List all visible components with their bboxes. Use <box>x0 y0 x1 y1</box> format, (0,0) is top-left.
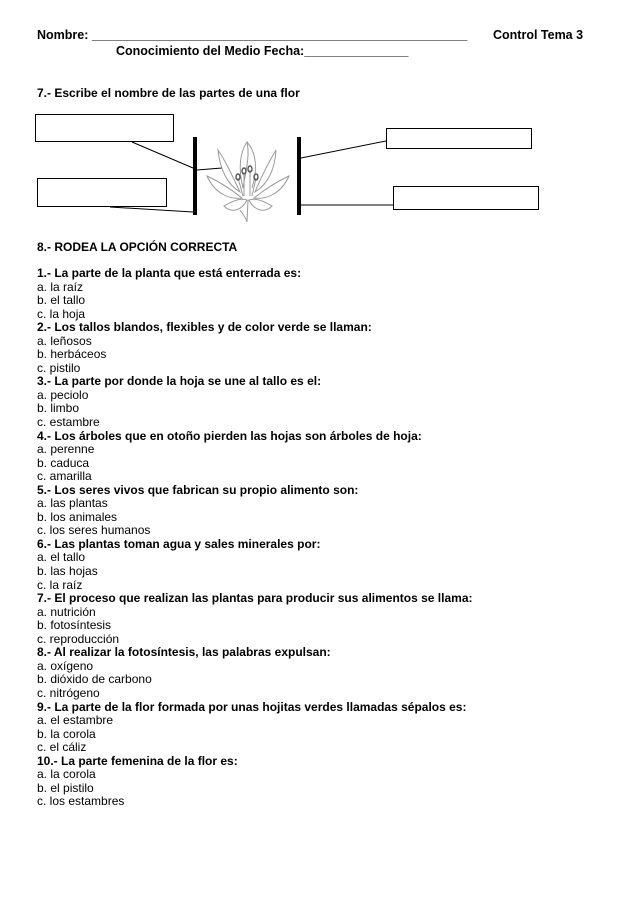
quiz-list <box>37 267 473 809</box>
option[interactable]: c. los seres humanos <box>37 523 151 538</box>
leader-lines <box>110 141 393 212</box>
question-text: 8.- Al realizar la fotosíntesis, las palabras expulsan: <box>37 645 331 660</box>
option[interactable]: c. la hoja <box>37 306 86 321</box>
option[interactable]: c. pistilo <box>37 360 81 375</box>
question-text: 1.- La parte de la planta que está enterrada es: <box>37 266 302 280</box>
leader-line-inner-left <box>197 168 222 170</box>
option[interactable]: c. la raíz <box>37 577 83 592</box>
question-block <box>37 755 473 809</box>
section7-title: 7.- Escribe el nombre de las partes de una flor <box>37 86 300 100</box>
option[interactable]: a. el tallo <box>37 550 86 565</box>
flower-icon <box>207 142 289 222</box>
option[interactable]: b. herbáceos <box>37 347 107 362</box>
option[interactable]: c. reproducción <box>37 631 120 646</box>
option[interactable]: c. los estambres <box>37 794 125 809</box>
option[interactable]: c. nitrógeno <box>37 685 100 700</box>
question-block <box>37 430 473 484</box>
option[interactable]: c. el cáliz <box>37 740 87 755</box>
question-text: 4.- Los árboles que en otoño pierden las hojas son árboles de hoja: <box>37 428 422 443</box>
question-text: 5.- Los seres vivos que fabrican su propio alimento son: <box>37 482 359 497</box>
subject-date-line[interactable]: Conocimiento del Medio Fecha:_______________ <box>116 44 409 58</box>
option[interactable]: b. el pistilo <box>37 780 94 795</box>
question-text: 9.- La parte de la flor formada por unas hojitas verdes llamadas sépalos es: <box>37 699 467 714</box>
name-line[interactable]: Nombre: ______________________________________________________ <box>37 28 468 42</box>
option[interactable]: a. oxígeno <box>37 658 94 673</box>
question-text: 6.- Las plantas toman agua y sales minerales por: <box>37 536 321 551</box>
option[interactable]: b. la corola <box>37 726 96 741</box>
question-block <box>37 646 473 700</box>
option[interactable]: b. el tallo <box>37 293 86 308</box>
option[interactable]: c. amarilla <box>37 469 92 484</box>
question-block <box>37 375 473 429</box>
option[interactable]: a. la raíz <box>37 279 84 294</box>
question-text: 7.- El proceso que realizan las plantas para producir sus alimentos se llama: <box>37 591 473 606</box>
question-block <box>37 538 473 592</box>
question-block <box>37 267 473 321</box>
question-block <box>37 701 473 755</box>
section8-title: 8.- RODEA LA OPCIÓN CORRECTA <box>37 240 238 254</box>
question-text: 2.- Los tallos blandos, flexibles y de color verde se llaman: <box>37 320 372 335</box>
option[interactable]: a. nutrición <box>37 604 96 619</box>
test-title: Control Tema 3 <box>493 28 584 42</box>
option[interactable]: b. dióxido de carbono <box>37 672 152 687</box>
option[interactable]: a. la corola <box>37 767 96 782</box>
question-block <box>37 592 473 646</box>
option[interactable]: b. fotosíntesis <box>37 618 112 633</box>
option[interactable]: a. leñosos <box>37 333 92 348</box>
option[interactable]: a. perenne <box>37 442 95 457</box>
leader-line-top-right <box>301 141 386 158</box>
leader-line-bottom-left <box>110 207 193 212</box>
option[interactable]: a. el estambre <box>37 713 114 728</box>
option[interactable]: b. las hojas <box>37 564 98 579</box>
question-block <box>37 484 473 538</box>
option[interactable]: c. estambre <box>37 415 100 430</box>
option[interactable]: b. limbo <box>37 401 80 416</box>
option[interactable]: b. caduca <box>37 455 90 470</box>
option[interactable]: b. los animales <box>37 509 118 524</box>
question-block <box>37 321 473 375</box>
question-text: 10.- La parte femenina de la flor es: <box>37 753 238 768</box>
option[interactable]: a. las plantas <box>37 496 108 511</box>
option[interactable]: a. peciolo <box>37 387 89 402</box>
question-text: 3.- La parte por donde la hoja se une al tallo es el: <box>37 374 322 389</box>
leader-line-top-left <box>132 142 193 168</box>
